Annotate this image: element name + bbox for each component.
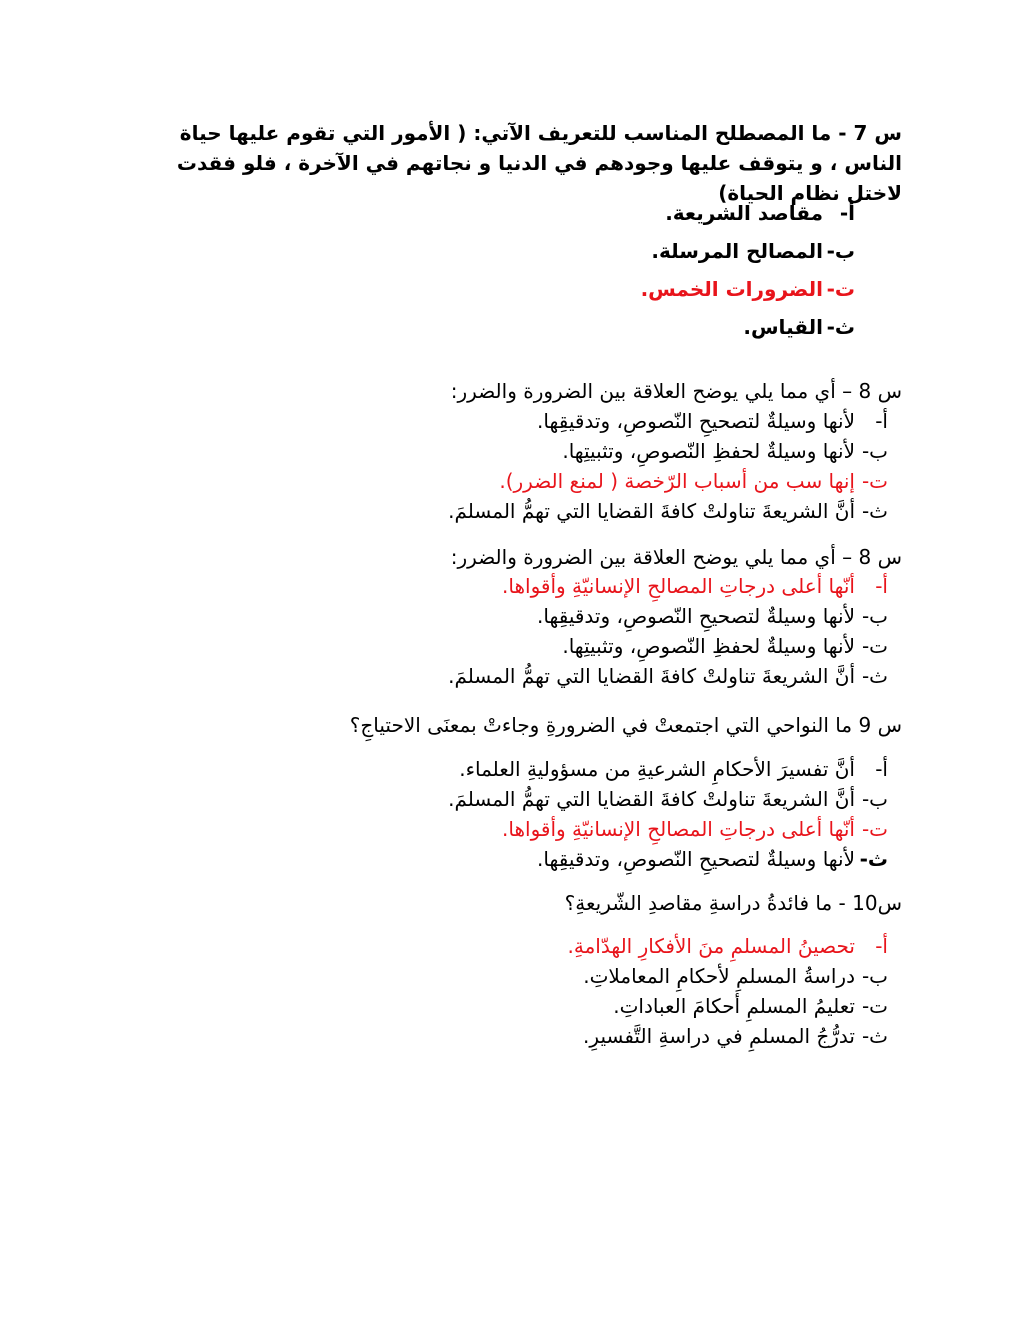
- question-9-text: س 9 ما النواحي التي اجتمعتْ في الضرورةِ وجاءتْ بمعنَى الاحتياجِ؟: [349, 713, 902, 737]
- question-10-text: س10 - ما فائدةُ دراسةِ مقاصدِ الشّريعةِ؟: [564, 891, 902, 915]
- option-item: ث-أنَّ الشريعةَ تناولتْ كافةَ القضايا التي تهمُّ المسلمَ.: [448, 664, 888, 688]
- question-8a-options: [448, 406, 888, 526]
- option-item: ث-لأنها وسيلةٌ لتصحيحِ النّصوصِ، وتدقيقِها.: [537, 847, 888, 871]
- option-item-correct: ت-الضرورات الخمس.: [640, 277, 855, 301]
- question-7-options: [641, 194, 855, 346]
- option-item: أ-لأنها وسيلةٌ لتصحيحِ النّصوصِ، وتدقيقِها.: [537, 409, 888, 433]
- question-8b-options: [448, 571, 888, 691]
- option-item: أ-أنَّ تفسيرَ الأحكامِ الشرعيةِ من مسؤوليةِ العلماء.: [459, 757, 888, 781]
- option-item: ت-لأنها وسيلةٌ لحفظِ النّصوصِ، وتثبيتِها.: [562, 634, 888, 658]
- option-item: ث-القياس.: [743, 315, 855, 339]
- option-item-correct: أ-تحصينُ المسلمِ منَ الأفكارِ الهدّامةِ.: [567, 934, 888, 958]
- option-item: ب-أنَّ الشريعةَ تناولتْ كافةَ القضايا التي تهمُّ المسلمَ.: [448, 787, 888, 811]
- question-7-text: س 7 - ما المصطلح المناسب للتعريف الآتي: ( الأمور التي تقوم عليها حياة الناس ، و يتوقف عليها وجودهم في الدنيا و نجاتهم في الآخرة ، فلو فقدت لاختل نظام الحياة): [176, 121, 902, 205]
- option-item: ث-تدرُّجُ المسلمِ في دراسةِ التَّفسيرِ.: [583, 1024, 888, 1048]
- option-item: ب-لأنها وسيلةٌ لحفظِ النّصوصِ، وتثبيتِها.: [562, 439, 888, 463]
- option-item: ب-المصالح المرسلة.: [651, 239, 855, 263]
- option-item: ت-تعليمُ المسلمِ أحكامَ العباداتِ.: [613, 994, 888, 1018]
- option-item: أ-مقاصد الشريعة.: [665, 201, 855, 225]
- question-8a-text: س 8 – أي مما يلي يوضح العلاقة بين الضرورة والضرر:: [450, 379, 902, 403]
- option-item: ب-دراسةُ المسلمِ لأحكامِ المعاملاتِ.: [583, 964, 888, 988]
- option-item: ب-لأنها وسيلةٌ لتصحيحِ النّصوصِ، وتدقيقِها.: [537, 604, 888, 628]
- option-item-correct: ت-أنّها أعلى درجاتِ المصالحِ الإنسانيّةِ وأقواها.: [502, 817, 888, 841]
- option-item-correct: ت-إنها سب من أسباب الرّخصة ( لمنع الضرر).: [499, 469, 888, 493]
- question-10-options: [568, 931, 888, 1051]
- option-item-correct: أ-أنّها أعلى درجاتِ المصالحِ الإنسانيّةِ وأقواها.: [502, 574, 888, 598]
- question-9-options: [448, 754, 888, 874]
- option-item: ث-أنَّ الشريعةَ تناولتْ كافةَ القضايا التي تهمُّ المسلمَ.: [448, 499, 888, 523]
- question-8b-text: س 8 – أي مما يلي يوضح العلاقة بين الضرورة والضرر:: [450, 545, 902, 569]
